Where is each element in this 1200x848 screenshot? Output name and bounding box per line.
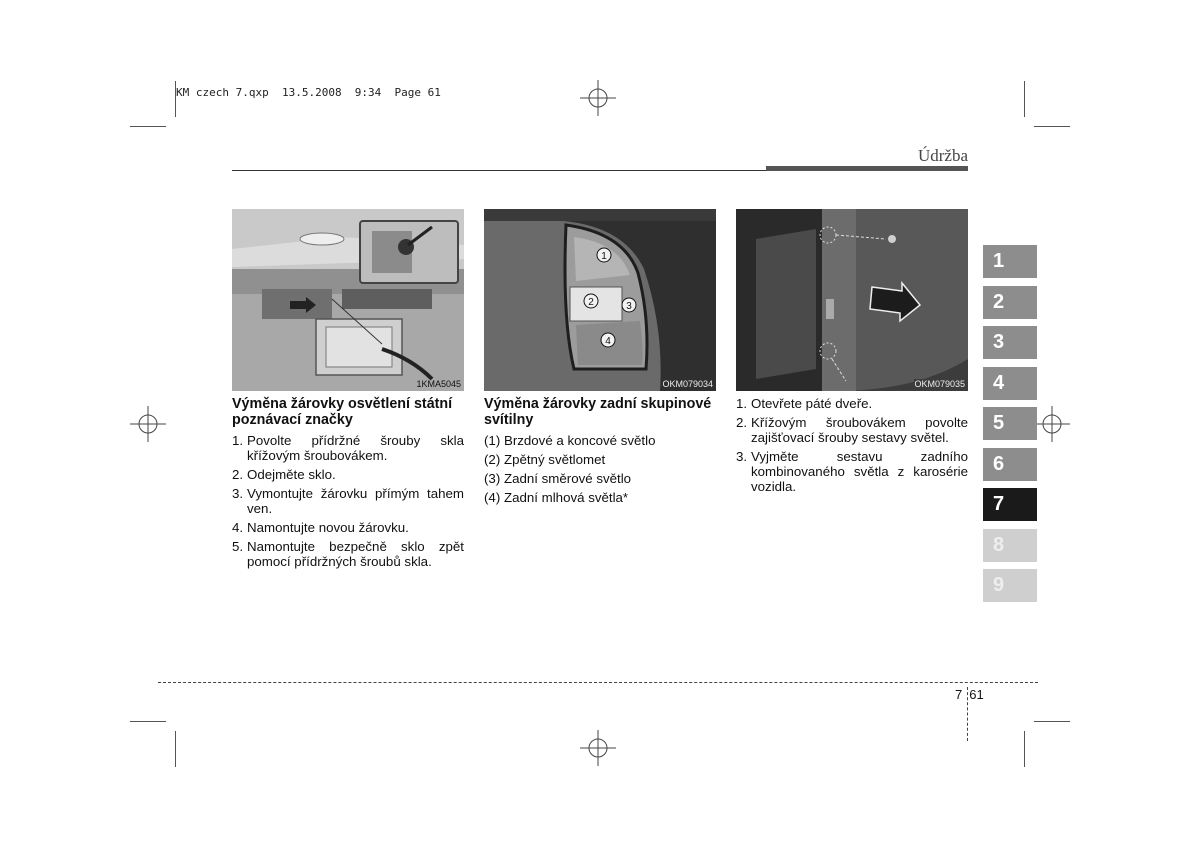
list-item	[736, 449, 968, 494]
column-2-title: Výměna žárovky zadní skupinové svítilny	[484, 396, 712, 428]
step-text: Povolte přídržné šrouby skla křížovým šroubovákem.	[247, 433, 464, 463]
column-1-title: Výměna žárovky osvětlení státní poznávací značky	[232, 396, 453, 428]
footer-chapter: 7	[955, 687, 963, 702]
column-lamp-removal	[736, 396, 968, 498]
list-item	[232, 433, 464, 463]
step-number: 2.	[232, 467, 244, 482]
section-title: Údržba	[917, 146, 968, 165]
list-item	[736, 396, 968, 411]
chapter-tabs	[983, 245, 1037, 610]
registration-mark-left	[130, 406, 166, 442]
column-3-steps	[736, 396, 968, 494]
callout-2: 2	[588, 297, 594, 308]
column-license-plate	[232, 396, 464, 573]
chapter-tab-9[interactable]: 9	[983, 569, 1037, 602]
list-item: (4) Zadní mlhová světla*	[484, 490, 629, 505]
callout-4: 4	[605, 336, 611, 347]
step-text: Odejměte sklo.	[247, 467, 336, 482]
column-1-steps	[232, 433, 464, 569]
chapter-tab-1[interactable]: 1	[983, 245, 1037, 278]
header-accent-bar	[766, 166, 968, 171]
footer-rule	[158, 682, 1038, 683]
page-number	[955, 687, 984, 702]
chapter-tab-6[interactable]: 6	[983, 448, 1037, 481]
column-rear-lamp	[484, 396, 716, 509]
step-number: 3.	[232, 486, 244, 501]
step-number: 4.	[232, 520, 244, 535]
step-text: Namontujte bezpečně sklo zpět pomocí přídržných šroubů skla.	[247, 539, 464, 569]
figure-code: OKM079034	[662, 379, 713, 389]
chapter-tab-5[interactable]: 5	[983, 407, 1037, 440]
registration-mark-bottom	[580, 730, 616, 766]
step-text: Otevřete páté dveře.	[751, 396, 873, 411]
list-item: (2) Zpětný světlomet	[484, 452, 606, 467]
chapter-tab-7[interactable]: 7	[983, 488, 1037, 521]
step-number: 2.	[736, 415, 748, 430]
chapter-tab-3[interactable]: 3	[983, 326, 1037, 359]
footer-page: 61	[969, 687, 984, 702]
figure-license-plate-lamp	[232, 209, 464, 391]
list-item	[736, 415, 968, 445]
callout-1: 1	[601, 251, 607, 262]
step-text: Křížovým šroubovákem povolte zajišťovací šrouby sestavy světel.	[751, 415, 968, 445]
list-item: (3) Zadní směrové světlo	[484, 471, 632, 486]
chapter-tab-8[interactable]: 8	[983, 529, 1037, 562]
figure-code: OKM079035	[914, 379, 965, 389]
page-number-divider	[967, 687, 969, 741]
list-item: (1) Brzdové a koncové světlo	[484, 433, 656, 448]
registration-mark-right	[1034, 406, 1070, 442]
step-number: 3.	[736, 449, 748, 464]
file-header: KM czech 7.qxp 13.5.2008 9:34 Page 61	[176, 86, 441, 99]
step-text: Vyjměte sestavu zadního kombinovaného světla z karosérie vozidla.	[751, 449, 968, 494]
step-number: 1.	[736, 396, 748, 411]
figure-rear-lamp	[484, 209, 716, 391]
step-number: 1.	[232, 433, 244, 448]
figure-code: 1KMA5045	[416, 379, 461, 389]
list-item	[232, 520, 464, 535]
chapter-tab-4[interactable]: 4	[983, 367, 1037, 400]
list-item	[232, 467, 464, 482]
list-item	[232, 486, 464, 516]
registration-mark-top	[580, 80, 616, 116]
chapter-tab-2[interactable]: 2	[983, 286, 1037, 319]
figure-lamp-removal	[736, 209, 968, 391]
callout-3: 3	[626, 301, 632, 312]
step-text: Vymontujte žárovku přímým tahem ven.	[247, 486, 464, 516]
step-number: 5.	[232, 539, 244, 554]
step-text: Namontujte novou žárovku.	[247, 520, 409, 535]
list-item	[232, 539, 464, 569]
column-2-items	[484, 433, 716, 505]
